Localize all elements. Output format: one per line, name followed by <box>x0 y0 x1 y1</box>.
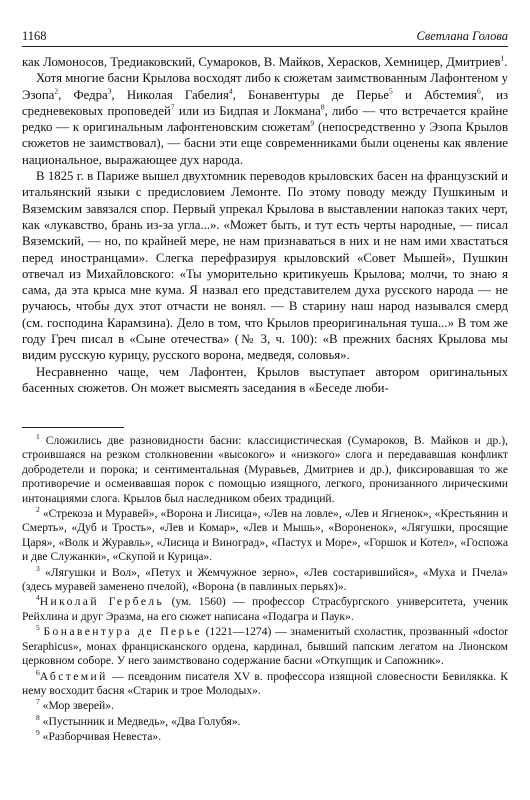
footnote: $^4$Николай Гербель (ум. 1560) — профессор Страсбургского университета, ученик Рейхлина и друг Эразма, на его сюжет написана «Подагра и Паук». <box>22 593 508 623</box>
footnote: $^9$ «Разборчивая Невеста». <box>36 728 162 744</box>
paragraph: Несравненно чаще, чем Лафонтен, Крылов выступает автором оригинальных басенных сюжетов. Он может высмеять заседания в «Беседе люби- <box>22 364 508 395</box>
paragraph: В 1825 г. в Париже вышел двухтомник переводов крыловских басен на французский и итальянский языки с предисловием Лемонте. По этому поводу между Пушкиным и Вяземским завязался спор. Первый упрекал Крылова в выставлении напоказ таких черт, как «лукавство, брань из-за угла...». «Может быть, и тут есть черты народные, — писал Вяземский, — но, по крайней мере, не нам признаваться в них и не нам ими хвастаться перед иностранцами». Слегка перефразируя крыловский «Совет Мышей», Пушкин отвечал из Михайловского: «Ты уморительно критикуешь Крылова; молчи, то знаю я сама, да эта крыса мне кума. Я назвал его представителем духа русского народа — не ручаюсь, чтобы дух этот отчасти не вонял. — В старину наш народ назывался смерд (см. господина Карамзина). Дело в том, что Крылов преоригинальная туша...» В том же году Греч писал в «Сыне отечества» (№ 3, ч. 100): «В прежних баснях Крылова мы видим русскую курицу, русского ворона, медведя, соловья». <box>22 169 508 363</box>
footnote: $^1$ Сложились две разновидности басни: классицистическая (Сумароков, В. Майков и др.), строившаяся на резком столкновении «высокого» и «низкого» слога и передававшая конфликт добродетели и порока; и сентиментальная (Муравьев, Дмитриев и др.), фиксировавшая то же противоречие и осмеивавшая порок с помощью изящного, легкого, пронизанного лирическими интонациями слога. Крылов был наследником обеих традиций. <box>22 432 508 505</box>
footnote: $^2$ «Стрекоза и Муравей», «Ворона и Лисица», «Лев на ловле», «Лев и Ягненок», «Крестьянин и Смерть», «Дуб и Трость», «Лев и Комар», «Лев и Мышь», «Вороненок», «Лягушки, просящие Царя», «Волк и Журавль», «Лисица и Виноград», «Пастух и Море», «Горшок и Котел», «Госпожа и две Служанки», «Скупой и Курица». <box>22 505 508 564</box>
footnote-ref: 7 <box>170 102 175 112</box>
footnote-ref: 8 <box>320 102 325 112</box>
footnote-ref: 3 <box>107 86 112 96</box>
footnote-ref: 5 <box>389 86 393 96</box>
footnote-ref: 9 <box>310 118 315 128</box>
footnotes <box>22 434 508 746</box>
footnote-ref: 6 <box>476 86 481 96</box>
main-text <box>22 54 508 396</box>
footnote: $^5$ Бонавентура де Перье (1221—1274) — знаменитый схоластик, прозванный «doctor Seraphicus», монах францисканского ордена, кардинал, бывший папским легатом на Лионском церковном соборе. У него заимствовано содержание басни «Откупщик и Сапожник». <box>22 623 509 668</box>
footnote-ref: 4 <box>228 86 233 96</box>
footnote-divider <box>22 427 124 428</box>
footnote: $^7$ «Мор зверей». <box>36 697 114 713</box>
footnote: $^8$ «Пустынник и Медведь», «Два Голубя». <box>36 712 241 728</box>
paragraph: как Ломоносов, Тредиаковский, Сумароков, В. Майков, Херасков, Хемницер, Дмитриев$^1$. <box>22 53 508 69</box>
running-title: Светлана Голова <box>416 29 508 43</box>
footnote-ref: 2 <box>54 86 59 96</box>
footnote-ref: 1 <box>500 53 505 63</box>
page-header <box>22 26 508 47</box>
paragraph: Хотя многие басни Крылова восходят либо к сюжетам заимствованным Лафонтеном у Эзопа$^2$, Федра$^3$, Николая Габелия$^4$, Бонавентуры де Перье$^5$ и Абстемия$^6$, из средневековых проповедей$^7$ или из Бидпая и Локмана$^8$, либо — что встречается крайне редко — к оригинальным лафонтеновским сюжетам$^9$ (непосредственно у Эзопа Крылов сюжетов не заимствовал), — басни эти еще современниками были оценены как явление национальное, выражающее дух народа. <box>22 71 508 167</box>
footnote: $^3$ «Лягушки и Вол», «Петух и Жемчужное зерно», «Лев состарившийся», «Муха и Пчела» (здесь муравей заменено пчелой), «Ворона (в павлиных перьях)». <box>22 563 508 594</box>
page-number: 1168 <box>22 29 47 43</box>
footnote: $^6$Абстемий — псевдоним писателя XV в. профессора изящной словесности Бевилякка. К нему восходит басня «Старик и трое Молодых». <box>22 667 508 697</box>
